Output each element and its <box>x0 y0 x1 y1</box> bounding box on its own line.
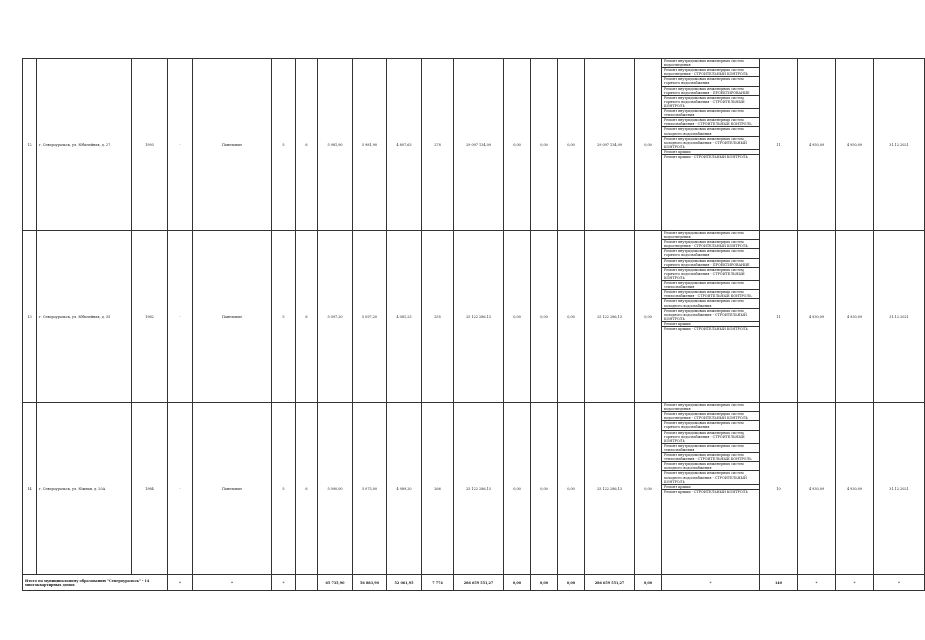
table-row <box>23 231 925 403</box>
total-works: * <box>662 575 760 591</box>
repair-work-item: Ремонт крыши - СТРОИТЕЛЬНЫЙ КОНТРОЛЬ <box>664 489 748 494</box>
entrances-count: 6 <box>296 59 318 231</box>
total-other-sum: 0,00 <box>635 575 662 591</box>
total-label: Итого по муниципальному образованию "Североуральск" - 14 многоквартирных домов <box>23 575 168 591</box>
repair-cost-total: 25 122 286,13 <box>454 231 504 403</box>
other-sources: 0,00 <box>635 231 662 403</box>
repair-works-list <box>662 403 760 575</box>
table-row <box>23 403 925 575</box>
repair-work-item: Ремонт внутридомовых инженерных систем холодного водоснабжения <box>662 127 759 136</box>
total-area-sum: 65 735,90 <box>318 575 353 591</box>
local-budget-share: 0,00 <box>558 231 585 403</box>
fund-share: 0,00 <box>504 59 531 231</box>
repair-work-item: Ремонт внутридомовых инженерных систем горячего водоснабжения - ПРОЕКТИРОВАНИЕ <box>662 87 759 96</box>
repair-cost-total: 29 097 134,09 <box>454 59 504 231</box>
owners-funds: 25 122 286,13 <box>585 403 635 575</box>
total-blank <box>296 575 318 591</box>
repair-work-item: Ремонт внутридомовых инженерных систем теплоснабжения - СТРОИТЕЛЬНЫЙ КОНТРОЛЬ <box>662 453 759 462</box>
other-area: 4 989,20 <box>387 403 422 575</box>
owners-funds: 29 097 134,09 <box>585 59 635 231</box>
total-regional-sum: 0,00 <box>531 575 558 591</box>
unit-cost: 4 930,09 <box>798 403 836 575</box>
repair-work-item: Ремонт внутридомовых инженерных систем холодного водоснабжения <box>662 299 759 308</box>
commission-year: 1982 <box>132 231 168 403</box>
residents-count: 278 <box>422 59 454 231</box>
row-number: 12 <box>23 59 37 231</box>
unit-cost-limit: 4 950,09 <box>836 59 874 231</box>
unit-cost: 4 950,09 <box>798 59 836 231</box>
unit-cost-limit: 4 930,09 <box>836 403 874 575</box>
total-fund-sum: 0,00 <box>504 575 531 591</box>
wall-material: Панельные <box>193 59 272 231</box>
total-works-count: 140 <box>760 575 798 591</box>
repair-work-item: Ремонт внутридомовых инженерных систем теплоснабжения <box>662 109 759 118</box>
repair-work-item: Ремонт крыши <box>662 150 759 155</box>
living-area: 5 075,00 <box>353 403 387 575</box>
repair-work-item: Ремонт внутридомовых инженерных систем горячего водоснабжения - СТРОИТЕЛЬНЫЙ КОНТРОЛЬ <box>662 431 759 444</box>
repair-work-item: Ремонт внутридомовых инженерных систем теплоснабжения <box>662 444 759 453</box>
house-address: г. Североуральск, ул. Юбилейная, д. 35 <box>37 231 132 403</box>
total-unit-limit: * <box>836 575 874 591</box>
repair-year-mark: - <box>168 231 193 403</box>
repair-work-item: Ремонт внутридомовых инженерных систем теплоснабжения - СТРОИТЕЛЬНЫЙ КОНТРОЛЬ <box>662 290 759 299</box>
total-c3: * <box>272 575 296 591</box>
repair-cost-total: 25 122 286,13 <box>454 403 504 575</box>
table-row <box>23 59 925 231</box>
other-area: 4 807,63 <box>387 59 422 231</box>
repair-works-list <box>662 231 760 403</box>
residents-count: 266 <box>422 403 454 575</box>
other-area: 4 081,23 <box>387 231 422 403</box>
regional-budget-share: 0,00 <box>531 403 558 575</box>
total-living-area-sum: 56 883,90 <box>353 575 387 591</box>
total-unit-cost: * <box>798 575 836 591</box>
floors-count: 5 <box>272 59 296 231</box>
repair-work-item: Ремонт внутридомовых инженерных систем водоотведения <box>662 403 759 412</box>
repair-work-item: Ремонт внутридомовых инженерных систем водоотведения <box>662 59 759 68</box>
total-cost-sum: 286 659 551,27 <box>454 575 504 591</box>
repair-work-item: Ремонт внутридомовых инженерных систем горячего водоснабжения - СТРОИТЕЛЬНЫЙ КОНТРОЛЬ <box>662 268 759 281</box>
floors-count: 5 <box>272 403 296 575</box>
repair-work-item: Ремонт внутридомовых инженерных систем горячего водоснабжения <box>662 77 759 86</box>
commission-year: 1993 <box>132 59 168 231</box>
repair-work-item: Ремонт внутридомовых инженерных систем горячего водоснабжения <box>662 421 759 430</box>
fund-share: 0,00 <box>504 231 531 403</box>
repair-work-item: Ремонт крыши - СТРОИТЕЛЬНЫЙ КОНТРОЛЬ <box>664 326 748 331</box>
completion-deadline: 31.12.2021 <box>874 231 925 403</box>
repair-work-item: Ремонт крыши <box>662 322 759 327</box>
total-c1: * <box>168 575 193 591</box>
repair-work-item: Ремонт внутридомовых инженерных систем горячего водоснабжения <box>662 249 759 258</box>
house-address: г. Североуральск, ул. Южная, д. 20А <box>37 403 132 575</box>
total-row <box>23 575 925 591</box>
works-count: 10 <box>760 403 798 575</box>
capital-repair-register-table <box>22 58 925 591</box>
repair-work-item: Ремонт крыши <box>662 485 759 490</box>
entrances-count: 6 <box>296 231 318 403</box>
completion-deadline: 31.12.2021 <box>874 59 925 231</box>
other-sources: 0,00 <box>635 403 662 575</box>
living-area: 5 981,90 <box>353 59 387 231</box>
local-budget-share: 0,00 <box>558 59 585 231</box>
repair-work-item: Ремонт внутридомовых инженерных систем водоотведения <box>662 231 759 240</box>
fund-share: 0,00 <box>504 403 531 575</box>
repair-work-item: Ремонт внутридомовых инженерных систем водоотведения - СТРОИТЕЛЬНЫЙ КОНТРОЛЬ <box>662 240 759 249</box>
owners-funds: 25 122 286,13 <box>585 231 635 403</box>
repair-work-item: Ремонт внутридомовых инженерных систем теплоснабжения - СТРОИТЕЛЬНЫЙ КОНТРОЛЬ <box>662 118 759 127</box>
unit-cost: 4 930,09 <box>798 231 836 403</box>
repair-work-item: Ремонт внутридомовых инженерных систем горячего водоснабжения - ПРОЕКТИРОВАНИЕ <box>662 259 759 268</box>
repair-work-item: Ремонт внутридомовых инженерных систем водоотведения - СТРОИТЕЛЬНЫЙ КОНТРОЛЬ <box>662 412 759 421</box>
total-c2: * <box>193 575 272 591</box>
repair-work-item: Ремонт внутридомовых инженерных систем водоотведения - СТРОИТЕЛЬНЫЙ КОНТРОЛЬ <box>662 68 759 77</box>
total-area: 5 090,00 <box>318 403 353 575</box>
repair-work-item: Ремонт внутридомовых инженерных систем холодного водоснабжения - СТРОИТЕЛЬНЫЙ КОНТРОЛЬ <box>662 471 759 484</box>
repair-work-item: Ремонт крыши - СТРОИТЕЛЬНЫЙ КОНТРОЛЬ <box>664 154 748 159</box>
repair-year-mark: - <box>168 403 193 575</box>
other-sources: 0,00 <box>635 59 662 231</box>
repair-work-item: Ремонт внутридомовых инженерных систем холодного водоснабжения <box>662 462 759 471</box>
regional-budget-share: 0,00 <box>531 59 558 231</box>
wall-material: Панельные <box>193 403 272 575</box>
total-residents-sum: 7 774 <box>422 575 454 591</box>
total-area: 5 097,20 <box>318 231 353 403</box>
regional-budget-share: 0,00 <box>531 231 558 403</box>
residents-count: 255 <box>422 231 454 403</box>
total-other-area-sum: 52 061,95 <box>387 575 422 591</box>
repair-works-list <box>662 59 760 231</box>
repair-work-item: Ремонт внутридомовых инженерных систем холодного водоснабжения - СТРОИТЕЛЬНЫЙ КОНТРОЛЬ <box>662 137 759 150</box>
commission-year: 1984 <box>132 403 168 575</box>
total-local-sum: 0,00 <box>558 575 585 591</box>
repair-year-mark: - <box>168 59 193 231</box>
total-deadline: * <box>874 575 925 591</box>
repair-work-item: Ремонт внутридомовых инженерных систем холодного водоснабжения - СТРОИТЕЛЬНЫЙ КОНТРОЛЬ <box>662 309 759 322</box>
wall-material: Панельные <box>193 231 272 403</box>
living-area: 5 097,20 <box>353 231 387 403</box>
row-number: 14 <box>23 403 37 575</box>
unit-cost-limit: 4 930,09 <box>836 231 874 403</box>
works-count: 11 <box>760 59 798 231</box>
total-owners-sum: 286 659 551,27 <box>585 575 635 591</box>
local-budget-share: 0,00 <box>558 403 585 575</box>
register-sheet <box>22 58 909 591</box>
floors-count: 5 <box>272 231 296 403</box>
total-area: 5 981,90 <box>318 59 353 231</box>
repair-work-item: Ремонт внутридомовых инженерных систем теплоснабжения <box>662 281 759 290</box>
entrances-count: 6 <box>296 403 318 575</box>
completion-deadline: 31.12.2021 <box>874 403 925 575</box>
repair-work-item: Ремонт внутридомовых инженерных систем горячего водоснабжения - СТРОИТЕЛЬНЫЙ КОНТРОЛЬ <box>662 96 759 109</box>
works-count: 11 <box>760 231 798 403</box>
house-address: г. Североуральск, ул. Юбилейная, д. 27 <box>37 59 132 231</box>
row-number: 13 <box>23 231 37 403</box>
